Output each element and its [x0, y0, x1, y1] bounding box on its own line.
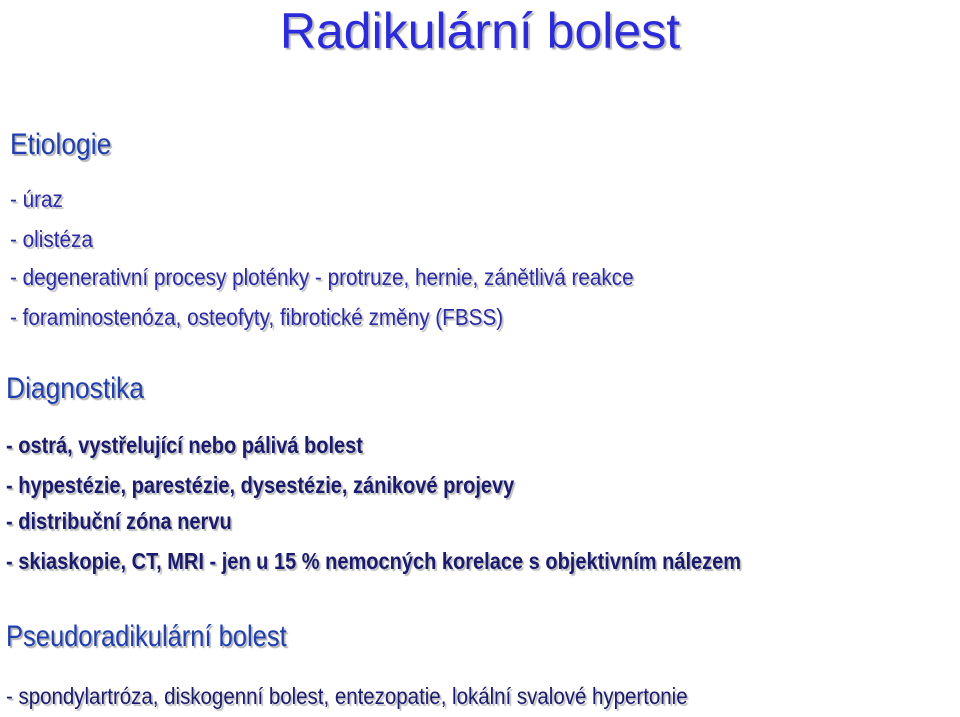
pseudoradikularni-item: - spondylartróza, diskogenní bolest, entezopatie, lokální svalové hypertonie [6, 683, 688, 709]
etiologie-item: - degenerativní procesy ploténky - protruze, hernie, zánětlivá reakce [10, 264, 634, 290]
etiologie-item: - foraminostenóza, osteofyty, fibrotické změny (FBSS) [10, 304, 504, 330]
diagnostika-item: - skiaskopie, CT, MRI - jen u 15 % nemocných korelace s objektivním nálezem [6, 548, 742, 574]
diagnostika-item: - distribuční zóna nervu [6, 508, 232, 534]
diagnostika-item: - ostrá, vystřelující nebo pálivá bolest [6, 432, 363, 458]
section-heading-etiologie: Etiologie [10, 128, 112, 161]
section-heading-diagnostika: Diagnostika [6, 372, 144, 405]
etiologie-item: - olistéza [10, 226, 93, 252]
diagnostika-item: - hypestézie, parestézie, dysestézie, zánikové projevy [6, 472, 515, 498]
slide-title: Radikulární bolest [279, 3, 681, 59]
etiologie-item: - úraz [10, 186, 63, 212]
section-heading-pseudoradikularni: Pseudoradikulární bolest [6, 620, 287, 653]
